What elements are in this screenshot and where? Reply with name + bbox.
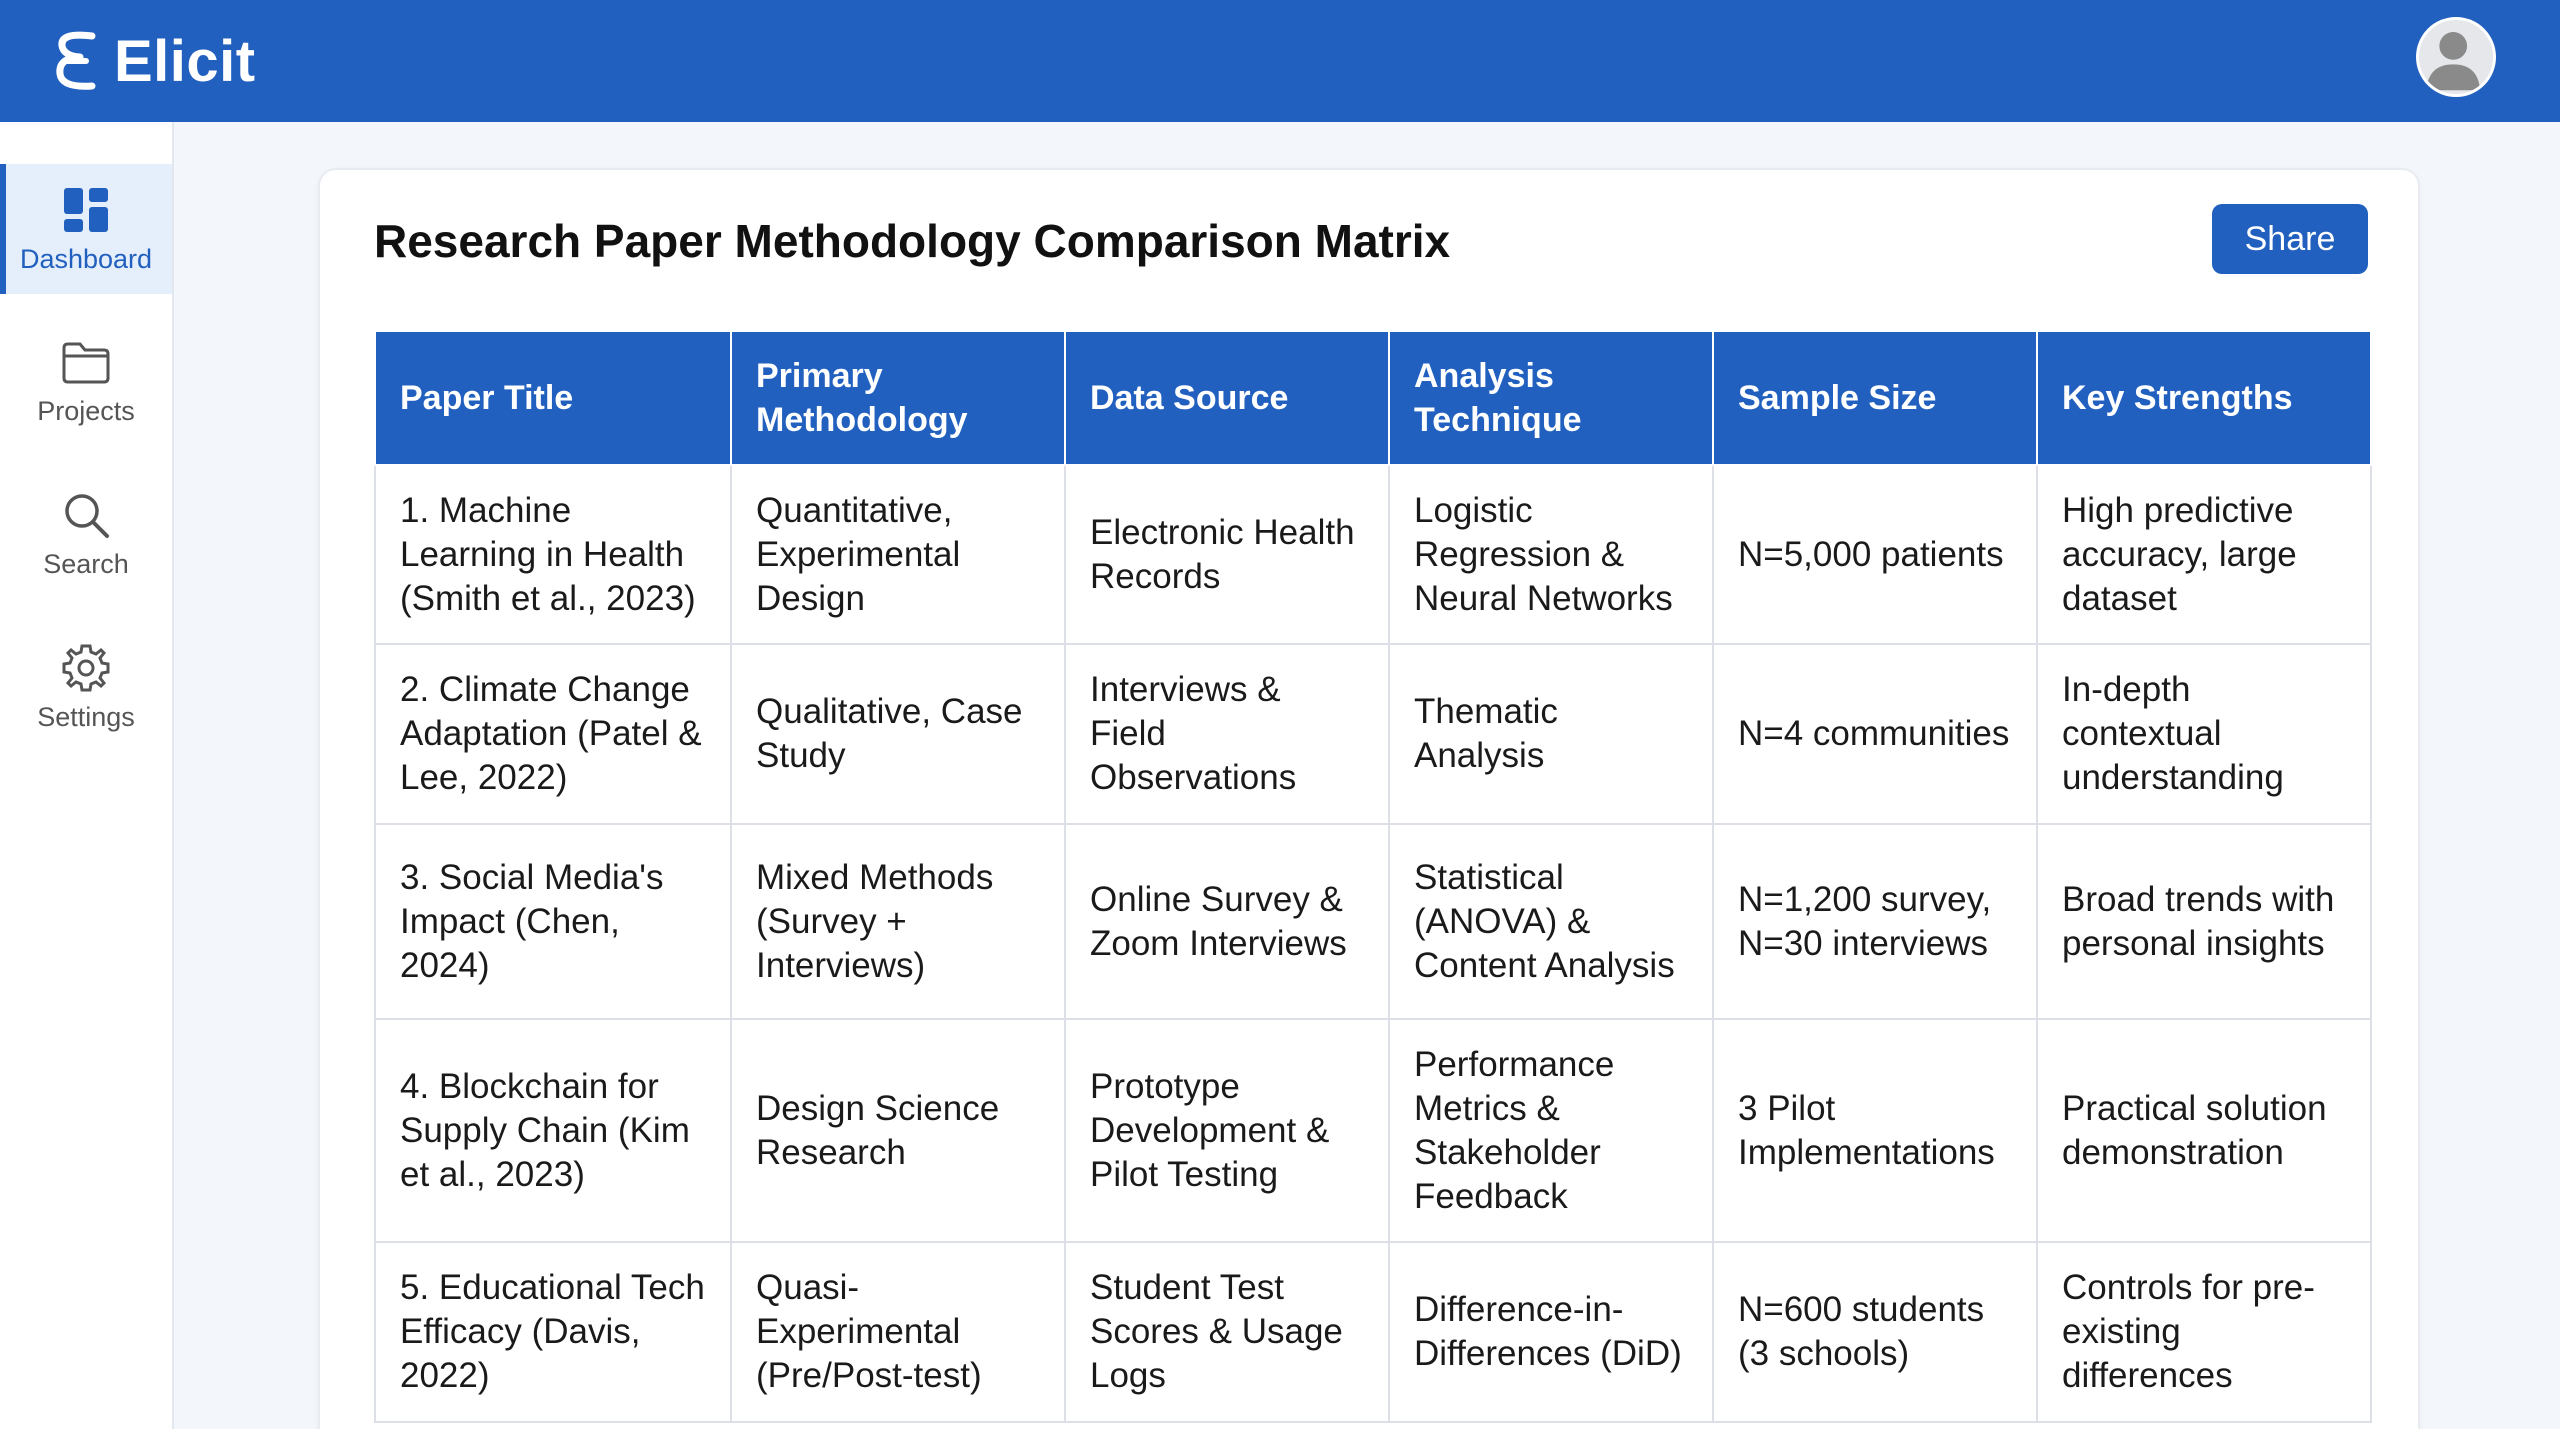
sidebar-item-projects[interactable] — [0, 316, 172, 446]
gear-icon — [60, 642, 112, 694]
table-cell: Quasi-Experimental (Pre/Post-test) — [731, 1242, 1065, 1422]
top-bar — [0, 0, 2560, 122]
table-cell: 4. Blockchain for Supply Chain (Kim et al., 2023) — [375, 1019, 731, 1242]
dashboard-icon — [60, 184, 112, 236]
avatar-person-icon — [2419, 20, 2493, 94]
brand[interactable] — [54, 28, 256, 95]
table-cell: Interviews & Field Observations — [1065, 644, 1389, 824]
page-title: Research Paper Methodology Comparison Matrix — [374, 215, 1451, 267]
folder-icon — [60, 336, 112, 388]
column-header[interactable]: Analysis Technique — [1389, 331, 1713, 465]
table-cell: Electronic Health Records — [1065, 465, 1389, 644]
table-cell: Prototype Development & Pilot Testing — [1065, 1019, 1389, 1242]
elicit-logo-icon — [54, 30, 100, 92]
table-row[interactable] — [375, 1242, 2371, 1422]
sidebar — [0, 122, 174, 1429]
table-cell: In-depth contextual understanding — [2037, 644, 2371, 824]
sidebar-item-label: Settings — [37, 701, 135, 732]
table-cell: N=600 students (3 schools) — [1713, 1242, 2037, 1422]
sidebar-item-label: Dashboard — [19, 243, 153, 274]
table-cell: Controls for pre-existing differences — [2037, 1242, 2371, 1422]
table-row[interactable] — [375, 824, 2371, 1019]
table-cell: N=4 communities — [1713, 644, 2037, 824]
sidebar-item-dashboard[interactable] — [0, 164, 172, 294]
table-cell: Performance Metrics & Stakeholder Feedback — [1389, 1019, 1713, 1242]
table-cell: N=1,200 survey, N=30 interviews — [1713, 824, 2037, 1019]
table-cell: Practical solution demonstration — [2037, 1019, 2371, 1242]
table-cell: 3. Social Media's Impact (Chen, 2024) — [375, 824, 731, 1019]
sidebar-item-label: Search — [43, 548, 129, 579]
sidebar-item-search[interactable] — [0, 469, 172, 599]
user-avatar-icon[interactable] — [2416, 17, 2496, 97]
table-cell: Student Test Scores & Usage Logs — [1065, 1242, 1389, 1422]
table-cell: Difference-in-Differences (DiD) — [1389, 1242, 1713, 1422]
content-card — [318, 168, 2420, 1429]
column-header[interactable]: Key Strengths — [2037, 331, 2371, 465]
table-cell: Mixed Methods (Survey + Interviews) — [731, 824, 1065, 1019]
table-cell: Broad trends with personal insights — [2037, 824, 2371, 1019]
table-cell: High predictive accuracy, large dataset — [2037, 465, 2371, 644]
table-cell: 3 Pilot Implementations — [1713, 1019, 2037, 1242]
table-cell: Thematic Analysis — [1389, 644, 1713, 824]
table-cell: Online Survey & Zoom Interviews — [1065, 824, 1389, 1019]
column-header[interactable]: Data Source — [1065, 331, 1389, 465]
sidebar-item-settings[interactable] — [0, 622, 172, 752]
sidebar-item-label: Projects — [37, 395, 135, 426]
table-row[interactable] — [375, 644, 2371, 824]
column-header[interactable]: Sample Size — [1713, 331, 2037, 465]
table-cell: Qualitative, Case Study — [731, 644, 1065, 824]
table-cell: Quantitative, Experimental Design — [731, 465, 1065, 644]
share-button[interactable]: Share — [2212, 204, 2368, 274]
table-cell: 5. Educational Tech Efficacy (Davis, 2022) — [375, 1242, 731, 1422]
table-row[interactable] — [375, 465, 2371, 644]
column-header[interactable]: Primary Methodology — [731, 331, 1065, 465]
table-cell: Statistical (ANOVA) & Content Analysis — [1389, 824, 1713, 1019]
app-name: Elicit — [114, 28, 256, 94]
table-header-row — [375, 331, 2371, 465]
table-cell: Design Science Research — [731, 1019, 1065, 1242]
table-cell: 2. Climate Change Adaptation (Patel & Lee, 2022) — [375, 644, 731, 824]
table-cell: Logistic Regression & Neural Networks — [1389, 465, 1713, 644]
table-row[interactable] — [375, 1019, 2371, 1242]
search-icon — [60, 489, 112, 541]
table-cell: 1. Machine Learning in Health (Smith et al., 2023) — [375, 465, 731, 644]
column-header[interactable]: Paper Title — [375, 331, 731, 465]
table-cell: N=5,000 patients — [1713, 465, 2037, 644]
comparison-table — [374, 330, 2372, 1423]
